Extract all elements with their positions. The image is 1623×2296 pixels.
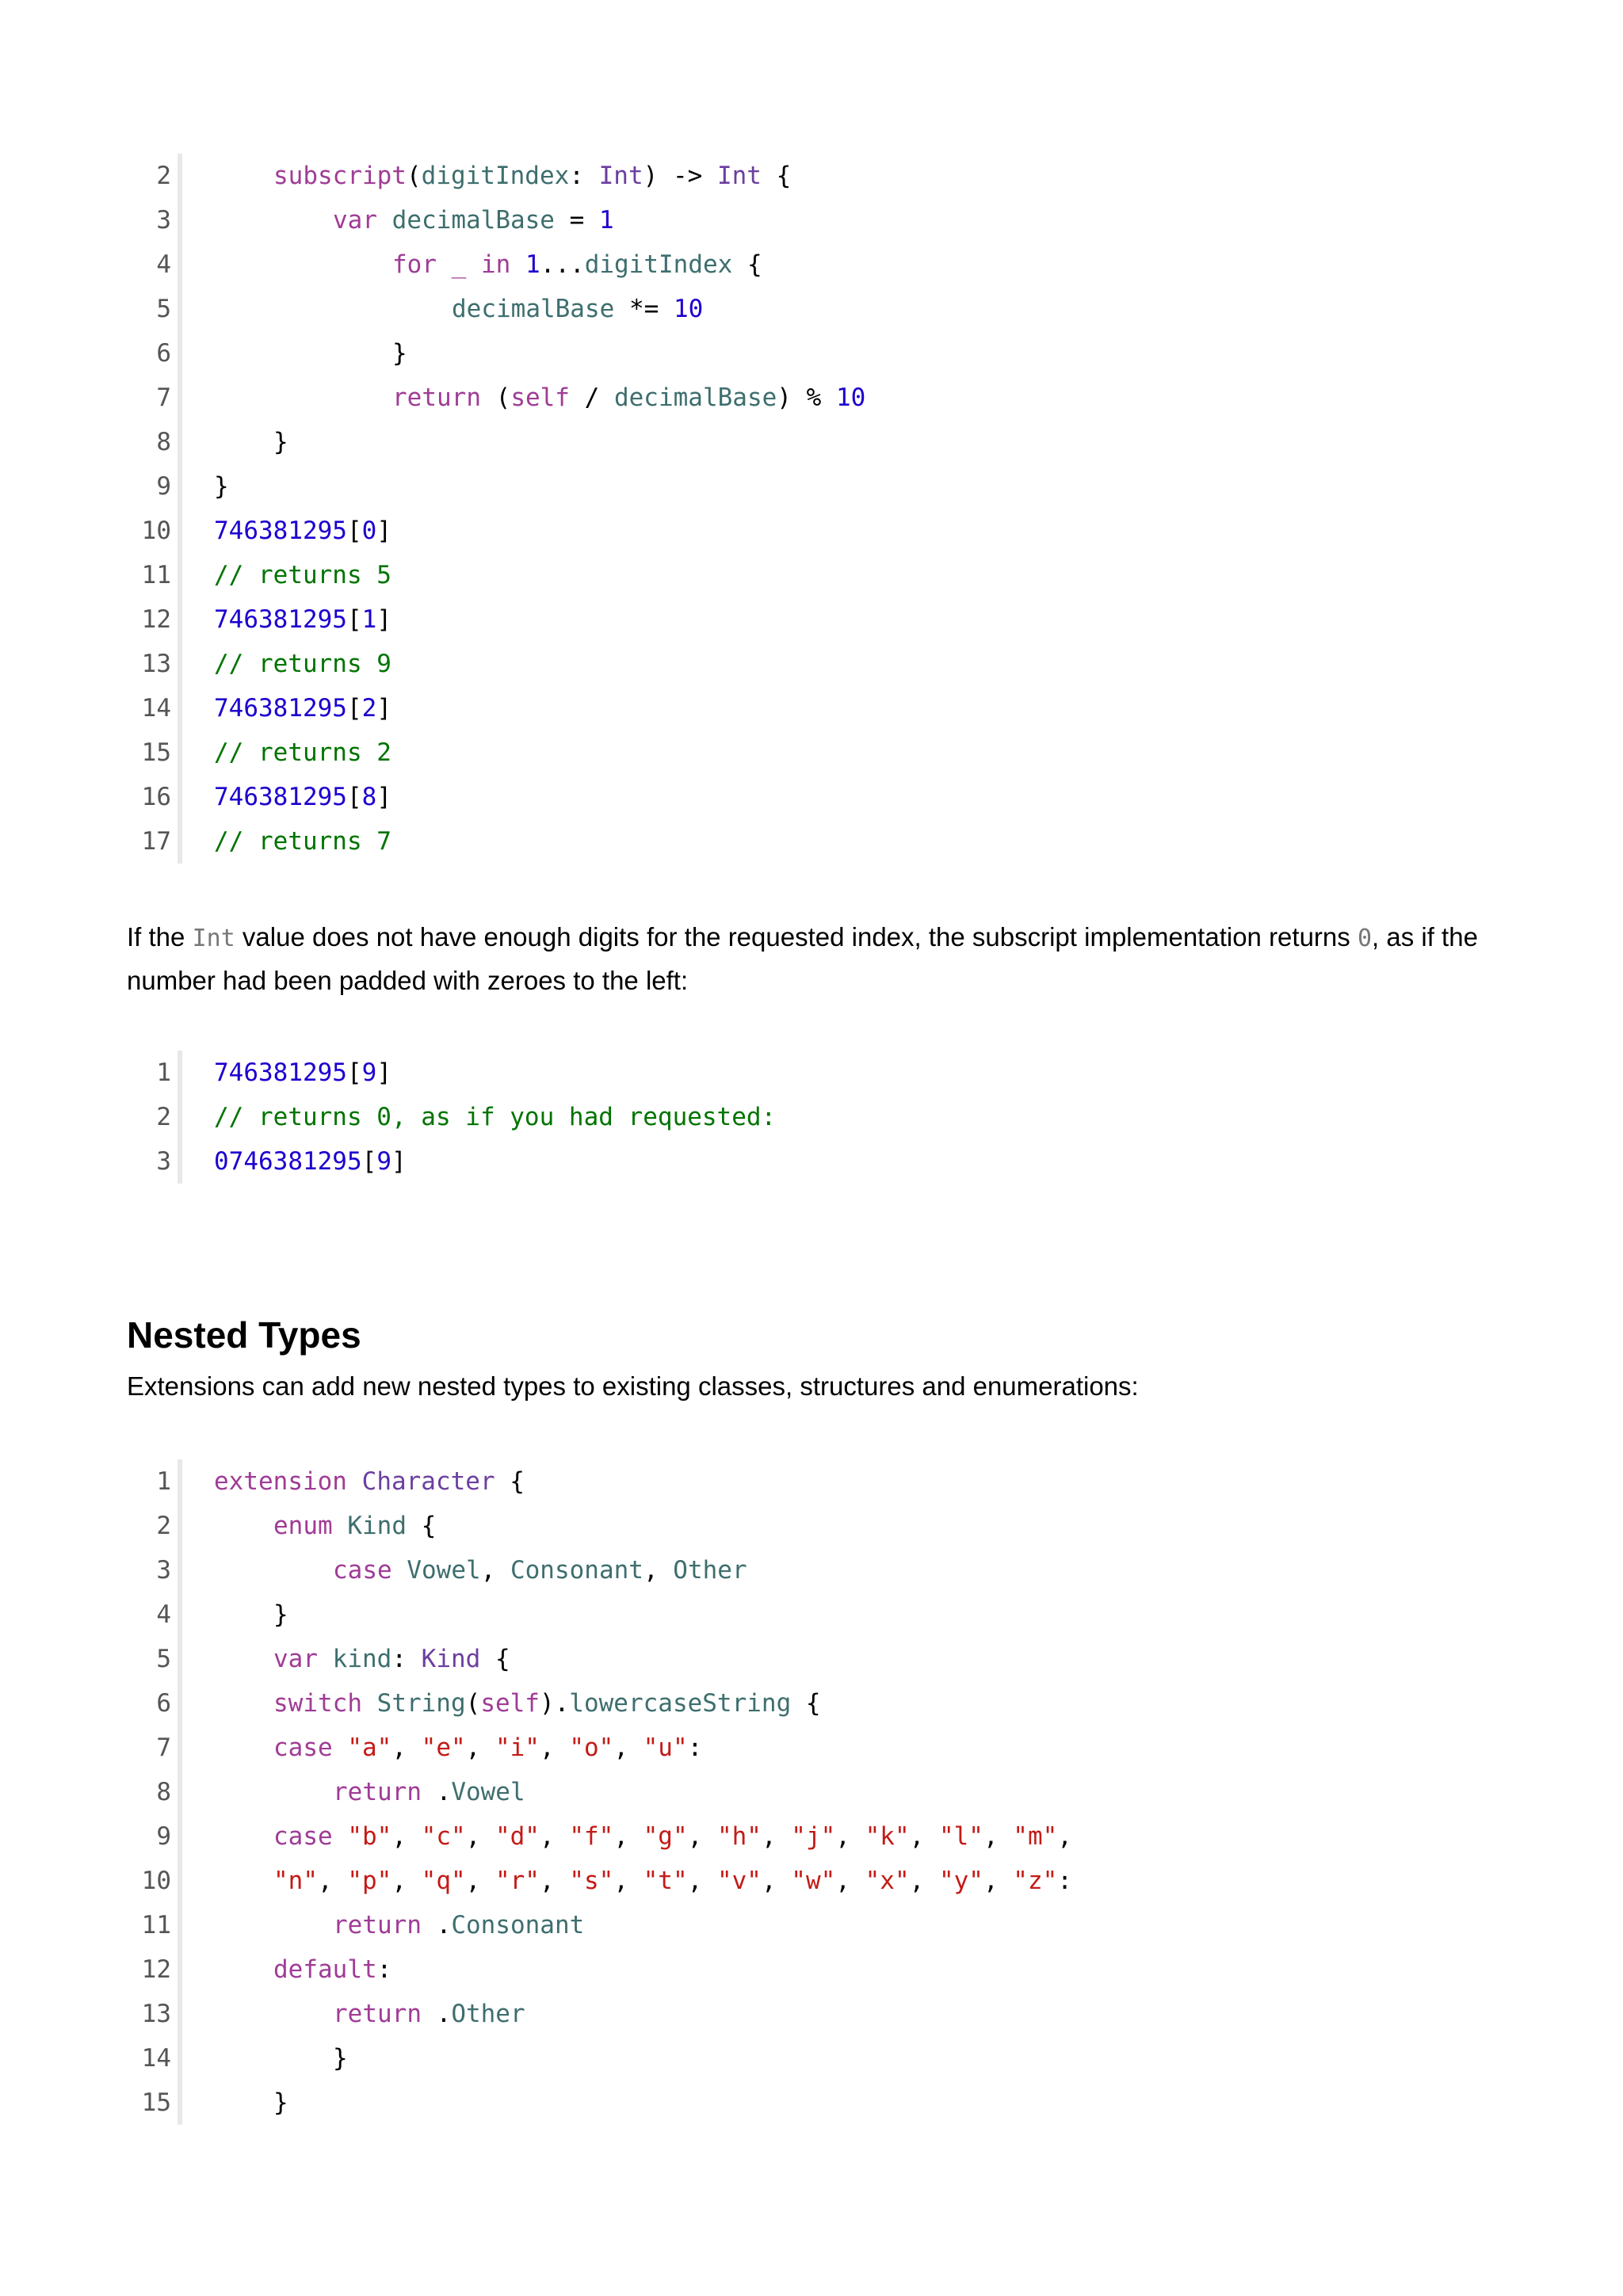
code-text (392, 331, 407, 376)
code-token: ] (391, 1147, 407, 1176)
code-line (130, 509, 1477, 553)
code-line (130, 376, 1477, 420)
code-token: ) -> (643, 162, 717, 190)
line-number: 1 (156, 1467, 171, 1496)
code-token: { (761, 162, 792, 190)
line-number: 2 (156, 1103, 171, 1131)
code-token (318, 1645, 333, 1673)
code-text (273, 1504, 436, 1548)
code-token: , (761, 1867, 792, 1895)
code-token: } (214, 472, 229, 501)
code-token: , (613, 1733, 643, 1762)
code-token: 0746381295 (214, 1147, 362, 1176)
line-number: 7 (156, 1733, 171, 1762)
code-token: "i" (495, 1733, 540, 1762)
code-token: Int (716, 162, 762, 190)
code-token: "d" (495, 1822, 540, 1851)
code-token (333, 1512, 348, 1540)
code-token: , (909, 1822, 939, 1851)
code-token: return (333, 1778, 422, 1806)
code-line (130, 1992, 1477, 2036)
line-number: 11 (141, 1911, 171, 1939)
code-text (333, 198, 614, 242)
code-block-subscript (130, 154, 1477, 864)
line-number: 15 (141, 738, 171, 767)
code-token: 9 (376, 1147, 391, 1176)
code-text (273, 2081, 288, 2125)
code-token: = (554, 206, 599, 235)
code-block-padding-example (130, 1051, 1477, 1184)
code-token: ] (376, 694, 391, 723)
code-token: "p" (347, 1867, 392, 1895)
line-number: 3 (156, 1147, 171, 1176)
code-line (130, 198, 1477, 242)
paragraph-text: value does not have enough digits for the requested index, the subscript implementation returns (235, 922, 1358, 952)
code-token: [ (346, 1058, 362, 1087)
code-token: *= (614, 295, 674, 323)
code-token: , (391, 1733, 422, 1762)
code-token (466, 250, 481, 279)
code-text (214, 686, 391, 730)
code-line (130, 1504, 1477, 1548)
line-number: 8 (156, 1778, 171, 1806)
code-token: default (273, 1955, 377, 1984)
code-token: switch (273, 1689, 362, 1718)
code-token: // returns 2 (214, 738, 391, 767)
code-line (130, 287, 1477, 331)
code-token: return (392, 383, 481, 412)
code-line (130, 553, 1477, 597)
code-token: enum (273, 1512, 333, 1540)
code-line (130, 154, 1477, 198)
code-token: extension (214, 1467, 347, 1496)
code-line (130, 2036, 1477, 2081)
code-text (273, 1859, 1072, 1903)
line-number: 10 (141, 1867, 171, 1895)
code-token: 8 (361, 783, 377, 811)
code-token: decimalBase (613, 383, 777, 412)
code-token: , (318, 1867, 348, 1895)
code-token: return (333, 2000, 422, 2028)
code-token: "c" (421, 1822, 466, 1851)
code-token: , (1057, 1822, 1072, 1851)
code-token: : (687, 1733, 703, 1762)
code-token: [ (346, 783, 362, 811)
code-token: 746381295 (214, 517, 347, 545)
code-line (130, 242, 1477, 287)
code-token: // returns 5 (214, 561, 391, 589)
paragraph-text: If the (127, 922, 193, 952)
code-line (130, 1459, 1477, 1504)
line-number: 13 (141, 650, 171, 678)
code-text (214, 642, 391, 686)
code-token: ). (539, 1689, 570, 1718)
code-text (333, 1548, 747, 1592)
code-text (273, 1681, 821, 1726)
code-token: 10 (835, 383, 866, 412)
code-token: kind (332, 1645, 392, 1673)
line-number: 13 (141, 2000, 171, 2028)
code-line (130, 464, 1477, 509)
code-token: case (273, 1733, 333, 1762)
code-token: , (391, 1867, 422, 1895)
code-token: "x" (865, 1867, 910, 1895)
code-token: "y" (938, 1867, 983, 1895)
code-line (130, 1903, 1477, 1947)
line-number: 10 (141, 517, 171, 545)
code-token: { (480, 1645, 510, 1673)
code-token: "m" (1013, 1822, 1058, 1851)
line-number: 12 (141, 605, 171, 634)
line-number: 4 (156, 250, 171, 279)
code-token: 746381295 (214, 605, 347, 634)
code-token: Other (673, 1556, 747, 1585)
code-token: , (983, 1822, 1014, 1851)
code-token: ... (540, 250, 585, 279)
code-token: case (273, 1822, 333, 1851)
code-token: lowercaseString (569, 1689, 792, 1718)
code-token: "k" (865, 1822, 910, 1851)
code-token: ] (376, 783, 391, 811)
code-line (130, 819, 1477, 864)
code-token: "o" (569, 1733, 614, 1762)
code-token: digitIndex (421, 162, 570, 190)
code-text (214, 464, 229, 509)
code-token: "q" (421, 1867, 466, 1895)
code-token: ] (376, 605, 391, 634)
code-text (333, 1903, 584, 1947)
code-line (130, 775, 1477, 819)
code-token: } (333, 2044, 348, 2073)
code-token: "j" (791, 1822, 836, 1851)
code-token: : (569, 162, 599, 190)
code-token: Int (598, 162, 643, 190)
code-token: , (909, 1867, 939, 1895)
line-number: 6 (156, 1689, 171, 1718)
code-token: "t" (643, 1867, 688, 1895)
section-intro: Extensions can add new nested types to existing classes, structures and enumerations: (127, 1371, 1139, 1401)
code-token: Consonant (451, 1911, 585, 1939)
code-token: Vowel (407, 1556, 481, 1585)
code-token: 746381295 (214, 783, 347, 811)
line-number: 7 (156, 383, 171, 412)
code-token: ] (376, 517, 391, 545)
code-text (214, 509, 391, 553)
code-token: ] (376, 1058, 391, 1087)
line-number: 3 (156, 1556, 171, 1585)
code-token: { (732, 250, 762, 279)
line-number: 5 (156, 295, 171, 323)
code-token: { (791, 1689, 821, 1718)
line-number: 11 (141, 561, 171, 589)
line-number: 15 (141, 2088, 171, 2117)
code-token (510, 250, 525, 279)
line-number: 6 (156, 339, 171, 368)
code-token (437, 250, 452, 279)
section-title: Nested Types (127, 1314, 361, 1356)
code-token: } (273, 428, 288, 456)
code-token: { (495, 1467, 525, 1496)
code-token: // returns 0, as if you had requested: (214, 1103, 777, 1131)
code-token: "v" (716, 1867, 762, 1895)
code-text (214, 775, 391, 819)
code-token: "w" (791, 1867, 836, 1895)
line-number: 4 (156, 1600, 171, 1629)
code-line (130, 1681, 1477, 1726)
code-token: 9 (361, 1058, 377, 1087)
code-token: , (983, 1867, 1014, 1895)
code-token: , (761, 1822, 792, 1851)
code-text (392, 242, 762, 287)
line-number: 16 (141, 783, 171, 811)
code-token: var (333, 206, 377, 235)
inline-code-int: Int (192, 925, 235, 952)
code-line (130, 1770, 1477, 1814)
code-text (214, 730, 391, 775)
code-token: : (376, 1955, 392, 1984)
code-text (273, 154, 791, 198)
code-token: decimalBase (452, 295, 615, 323)
code-token: 1 (361, 605, 377, 634)
code-token: return (333, 1911, 422, 1939)
code-token: "r" (495, 1867, 540, 1895)
code-token: in (481, 250, 511, 279)
code-line (130, 1726, 1477, 1770)
code-token: Kind (421, 1645, 481, 1673)
code-token (347, 1467, 362, 1496)
code-text (214, 1095, 776, 1139)
code-token: } (273, 1600, 288, 1629)
code-token: , (465, 1822, 495, 1851)
code-token: "g" (643, 1822, 688, 1851)
code-token: , (465, 1867, 495, 1895)
code-token (392, 1556, 407, 1585)
code-line (130, 2081, 1477, 2125)
code-token: [ (346, 694, 362, 723)
code-token: self (510, 383, 570, 412)
code-text (273, 1814, 1072, 1859)
code-token: 746381295 (214, 1058, 347, 1087)
code-token: digitIndex (584, 250, 733, 279)
code-token: Kind (347, 1512, 407, 1540)
code-token: "s" (569, 1867, 614, 1895)
line-number: 2 (156, 1512, 171, 1540)
code-token: "u" (643, 1733, 688, 1762)
code-line (130, 1095, 1477, 1139)
code-token: for (392, 250, 437, 279)
code-text (452, 287, 703, 331)
code-token: "a" (347, 1733, 392, 1762)
code-token: , (835, 1822, 865, 1851)
code-text (214, 597, 391, 642)
code-text (392, 376, 865, 420)
code-line (130, 642, 1477, 686)
code-token: , (687, 1867, 717, 1895)
code-token: ( (406, 162, 422, 190)
code-token: subscript (273, 162, 407, 190)
code-token: "z" (1013, 1867, 1058, 1895)
code-token: , (835, 1867, 865, 1895)
code-token: . (421, 1778, 452, 1806)
code-line (130, 1859, 1477, 1903)
code-token: // returns 9 (214, 650, 391, 678)
code-line (130, 331, 1477, 376)
code-line (130, 686, 1477, 730)
code-token: } (392, 339, 407, 368)
code-token: . (421, 1911, 452, 1939)
code-token: // returns 7 (214, 827, 391, 856)
code-text (214, 819, 391, 864)
code-token: "b" (347, 1822, 392, 1851)
code-token: "h" (716, 1822, 762, 1851)
line-number: 3 (156, 206, 171, 235)
line-number: 2 (156, 162, 171, 190)
code-token: Vowel (451, 1778, 525, 1806)
paragraph-subscript-padding (127, 916, 1490, 1001)
code-token: [ (346, 517, 362, 545)
line-number: 1 (156, 1058, 171, 1087)
code-text (333, 2036, 348, 2081)
code-token: decimalBase (391, 206, 555, 235)
code-token: ( (465, 1689, 481, 1718)
code-line (130, 1051, 1477, 1095)
code-token: 0 (361, 517, 377, 545)
code-token: { (406, 1512, 437, 1540)
code-token: "l" (938, 1822, 983, 1851)
code-text (273, 1947, 391, 1992)
code-token: , (539, 1822, 570, 1851)
line-number: 8 (156, 428, 171, 456)
code-text (333, 1992, 525, 2036)
code-token: ( (480, 383, 511, 412)
code-token: Consonant (510, 1556, 643, 1585)
code-token: / (569, 383, 614, 412)
code-token: [ (361, 1147, 377, 1176)
line-number: 14 (141, 2044, 171, 2073)
code-token: : (1057, 1867, 1072, 1895)
code-line (130, 1814, 1477, 1859)
code-token: Character (361, 1467, 495, 1496)
line-number: 9 (156, 472, 171, 501)
code-block-nested-types (130, 1459, 1477, 2125)
code-text (273, 1592, 288, 1637)
code-text (214, 1459, 525, 1504)
code-token (377, 206, 392, 235)
code-line (130, 1947, 1477, 1992)
code-token: , (613, 1867, 643, 1895)
code-token: "e" (421, 1733, 466, 1762)
code-text (273, 1637, 510, 1681)
code-token: . (421, 2000, 452, 2028)
code-token: ) % (777, 383, 836, 412)
code-token: 1 (598, 206, 614, 235)
code-text (333, 1770, 525, 1814)
line-number: 12 (141, 1955, 171, 1984)
code-token: self (480, 1689, 540, 1718)
code-line (130, 1592, 1477, 1637)
code-token: , (465, 1733, 495, 1762)
code-text (214, 1051, 391, 1095)
code-token: 746381295 (214, 694, 347, 723)
code-token: : (391, 1645, 422, 1673)
code-token: , (539, 1867, 570, 1895)
code-token: 10 (673, 295, 704, 323)
code-token: "f" (569, 1822, 614, 1851)
code-token: 2 (361, 694, 377, 723)
code-token: var (273, 1645, 318, 1673)
code-token: , (643, 1556, 674, 1585)
code-token: } (273, 2088, 288, 2117)
line-number: 9 (156, 1822, 171, 1851)
code-token: , (480, 1556, 510, 1585)
code-token (333, 1822, 348, 1851)
code-token: "n" (273, 1867, 318, 1895)
code-line (130, 1139, 1477, 1184)
paragraph-text: , as if the number had been padded with zeroes to the left: (127, 922, 1478, 995)
line-number: 5 (156, 1645, 171, 1673)
code-line (130, 730, 1477, 775)
code-token: case (333, 1556, 392, 1585)
code-line (130, 420, 1477, 464)
code-line (130, 1548, 1477, 1592)
code-text (214, 1139, 407, 1184)
code-token: Other (451, 2000, 525, 2028)
code-token: _ (451, 250, 467, 279)
code-line (130, 597, 1477, 642)
code-text (273, 420, 288, 464)
code-token: , (539, 1733, 570, 1762)
line-number: 14 (141, 694, 171, 723)
code-text (214, 553, 391, 597)
line-number: 17 (141, 827, 171, 856)
inline-code-zero: 0 (1357, 925, 1373, 952)
code-token: 1 (525, 250, 540, 279)
code-token: , (391, 1822, 422, 1851)
code-token: String (376, 1689, 466, 1718)
code-token: , (687, 1822, 717, 1851)
code-token (333, 1733, 348, 1762)
code-token (362, 1689, 377, 1718)
code-line (130, 1637, 1477, 1681)
code-token: [ (346, 605, 362, 634)
code-text (273, 1726, 702, 1770)
code-token: , (613, 1822, 643, 1851)
